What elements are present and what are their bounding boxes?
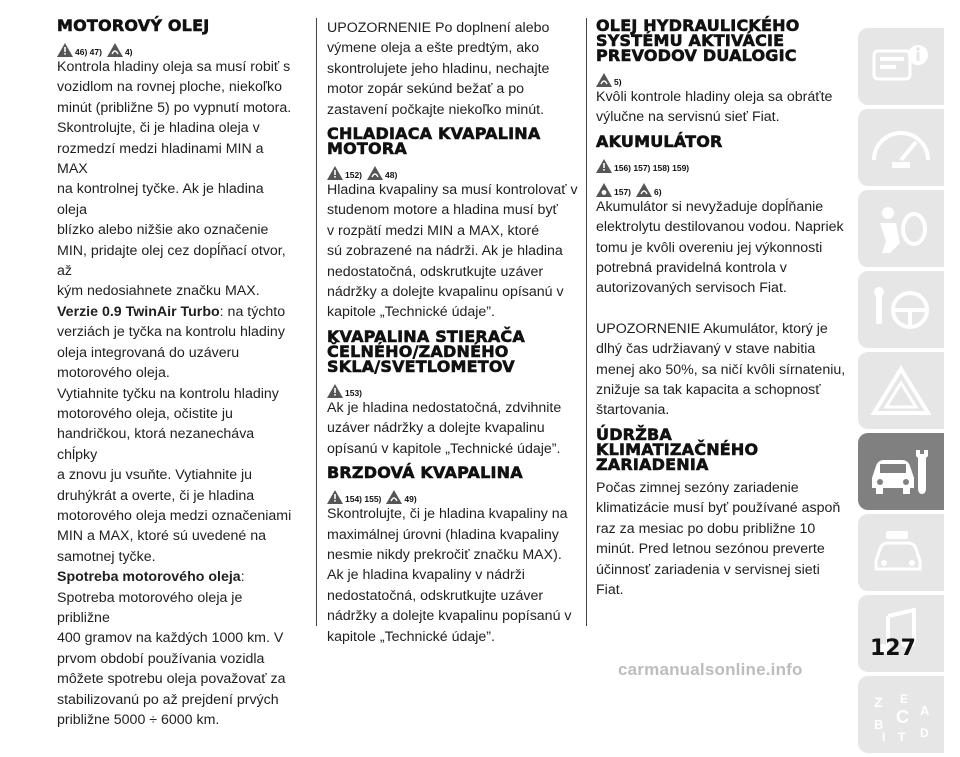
airbag-safety-icon [866, 199, 936, 259]
paragraph-oil-check: Kontrola hladiny oleja sa musí robiť s vozidlom na rovnej ploche, niekoľko minút (približne 5) po vypnutí motora. Skontrolujte, či je hladina oleja v rozmedzí medzi hladinami MIN a MAX na kontrolnej tyčke. Ak je hladina oleja blízko alebo nižšie ako označenie MIN, pridajte olej cez dopĺňací otvor, až kým nedosiahnete značku MAX. Verzie 0.9 TwinAir Turbo: na týchto verziách je tyčka na kontrolu hladiny oleja integrovaná do uzáveru motorového oleja. Vytiahnite tyčku na kontrolu hladiny motorového oleja, očistite ju handričkou, ktorá nezanecháva chĺpky a znovu ju vsuňte. Vytiahnite ju druhýkrát a overte, či je hladina motorového oleja medzi označeniami MIN a MAX, ktoré sú uvedené na samotnej tyčke. Spotreba motorového oleja: Spotreba motorového oleja je približne 400 gramov na každých 1000 km. V prvom období používania vozidla môžete spotrebu oleja považovať za stabilizovanú po až prejdení prvých približne 5000 ÷ 6000 km. [57, 59, 292, 728]
warning-refs: 154) 155) 49) [327, 482, 579, 504]
paragraph-ac-maintenance: Počas zimnej sezóny zariadenie klimatizácie musí byť používané aspoň raz za mesiac po dobu približne 10 minút. Pred letnou sezónou preverte účinnosť zariadenia v servisnej sieti Fiat. [596, 479, 841, 598]
caution-triangle-icon [367, 166, 383, 180]
tab-safety[interactable] [858, 190, 944, 267]
svg-text:C: C [896, 706, 909, 727]
warning-triangle-icon [866, 361, 936, 421]
paragraph-oil-notice: UPOZORNENIE Po doplnení alebo výmene oleja a ešte predtým, ako skontrolujete jeho hladinu, nechajte motor zopár sekúnd bežať a po zastavení počkajte niekoľko minút. [327, 20, 550, 118]
warning-triangle-icon [57, 43, 73, 57]
heading-washer-fluid: KVAPALINA STIERAČA ČELNÉHO/ZADNÉHO SKLA/SVETLOMETOV [327, 326, 525, 376]
svg-text:B: B [874, 716, 884, 732]
heading-brake-fluid: BRZDOVÁ KVAPALINA [327, 463, 523, 483]
tab-maintenance[interactable] [858, 433, 944, 510]
warning-refs: 153) [327, 376, 579, 398]
alphabetical-index-icon [866, 685, 936, 745]
caution-ref-numbers: 4) [124, 47, 133, 57]
svg-text:D: D [920, 725, 929, 740]
svg-text:Z: Z [874, 693, 883, 710]
column-engine-oil [57, 18, 297, 730]
svg-text:T: T [898, 729, 906, 744]
column-divider [586, 18, 587, 626]
warning-refs [57, 35, 297, 57]
heading-ac-maintenance: ÚDRŽBA KLIMATIZAČNÉHO ZARIADENIA [596, 424, 759, 474]
warning-triangle-icon [596, 159, 612, 173]
svg-text:A: A [920, 702, 930, 718]
page-number: 127 [870, 636, 916, 661]
warning-triangle-icon [327, 490, 343, 504]
warning-refs: 157) 6) [596, 175, 846, 197]
steering-wheel-key-icon [866, 280, 936, 340]
tab-index[interactable] [858, 676, 944, 753]
warning-triangle-icon [327, 384, 343, 398]
tab-technical-data[interactable] [858, 514, 944, 591]
svg-text:E: E [900, 691, 909, 706]
environment-triangle-icon [596, 183, 612, 197]
watermark: carmanualsonline.info [618, 660, 803, 679]
paragraph-brake-fluid: Skontrolujte, či je hladina kvapaliny na maximálnej úrovni (hladina kvapaliny nesmie nikdy prekročiť značku MAX). Ak je hladina kvapaliny v nádrži nedostatočná, odskrutkujte uzáver nádržky a dolejte kvapalinu popísanú v kapitole „Technické údaje”. [327, 506, 572, 645]
warning-refs: 152) 48) [327, 158, 579, 180]
heading-coolant: CHLADIACA KVAPALINA MOTORA [327, 124, 541, 159]
dashboard-gauge-icon [866, 118, 936, 178]
warning-triangle-icon [327, 166, 343, 180]
svg-text:I: I [882, 729, 886, 744]
paragraph-washer-fluid: Ak je hladina nedostatočná, zdvihnite uzáver nádržky a dolejte kvapalinu opísanú v kapitole „Technické údaje”. [327, 399, 562, 457]
column-fluids [327, 18, 579, 647]
caution-triangle-icon [636, 183, 652, 197]
column-divider [316, 18, 317, 626]
tab-vehicle-info[interactable] [858, 28, 944, 105]
paragraph-battery: Akumulátor si nevyžaduje dopĺňanie elektrolytu destilovanou vodou. Napriek tomu je kvôli overeniu jej výkonnosti potrebná pravidelná kontrola v autorizovaných servisoch Fiat. [596, 198, 844, 297]
tab-starting-driving[interactable] [858, 271, 944, 348]
caution-refs: 5) [596, 65, 846, 87]
tab-emergency[interactable] [858, 352, 944, 429]
paragraph-battery-notice: UPOZORNENIE Akumulátor, ktorý je dlhý čas udržiavaný v stave nabitia menej ako 50%, sa ničí kvôli sírnateniu, znižuje sa tak kapacita a schopnosť štartovania. [596, 320, 846, 419]
caution-triangle-icon [107, 43, 123, 57]
heading-hydraulic-oil: OLEJ HYDRAULICKÉHO SYSTÉMU AKTIVÁCIE PREVODOV DUALOGIC [596, 16, 800, 65]
column-systems [596, 18, 846, 600]
heading-battery: AKUMULÁTOR [596, 131, 723, 151]
label-oil-consumption: Spotreba motorového oleja [57, 569, 241, 586]
car-specs-icon [866, 523, 936, 583]
paragraph-hydraulic-oil: Kvôli kontrole hladiny oleja sa obráťte výlučne na servisnú sieť Fiat. [596, 89, 833, 126]
warning-ref-numbers: 46) 47) [75, 47, 102, 57]
heading-engine-oil: MOTOROVÝ OLEJ [57, 16, 210, 35]
label-twinair: Verzie 0.9 TwinAir Turbo [57, 303, 220, 320]
tab-dashboard[interactable] [858, 109, 944, 186]
warning-refs: 156) 157) 158) 159) [596, 151, 846, 173]
caution-triangle-icon [386, 490, 402, 504]
paragraph-coolant: Hladina kvapaliny sa musí kontrolovať v studenom motore a hladina musí byť v rozpätí medzi MIN a MAX, ktoré sú zobrazené na nádrži. Ak je hladina nedostatočná, odskrutkujte uzáver nádržky a dolejte kvapalinu opísanú v kapitole „Technické údaje”. [327, 182, 578, 321]
caution-triangle-icon [596, 73, 612, 87]
car-wrench-icon [866, 442, 936, 502]
car-info-icon [866, 37, 936, 97]
